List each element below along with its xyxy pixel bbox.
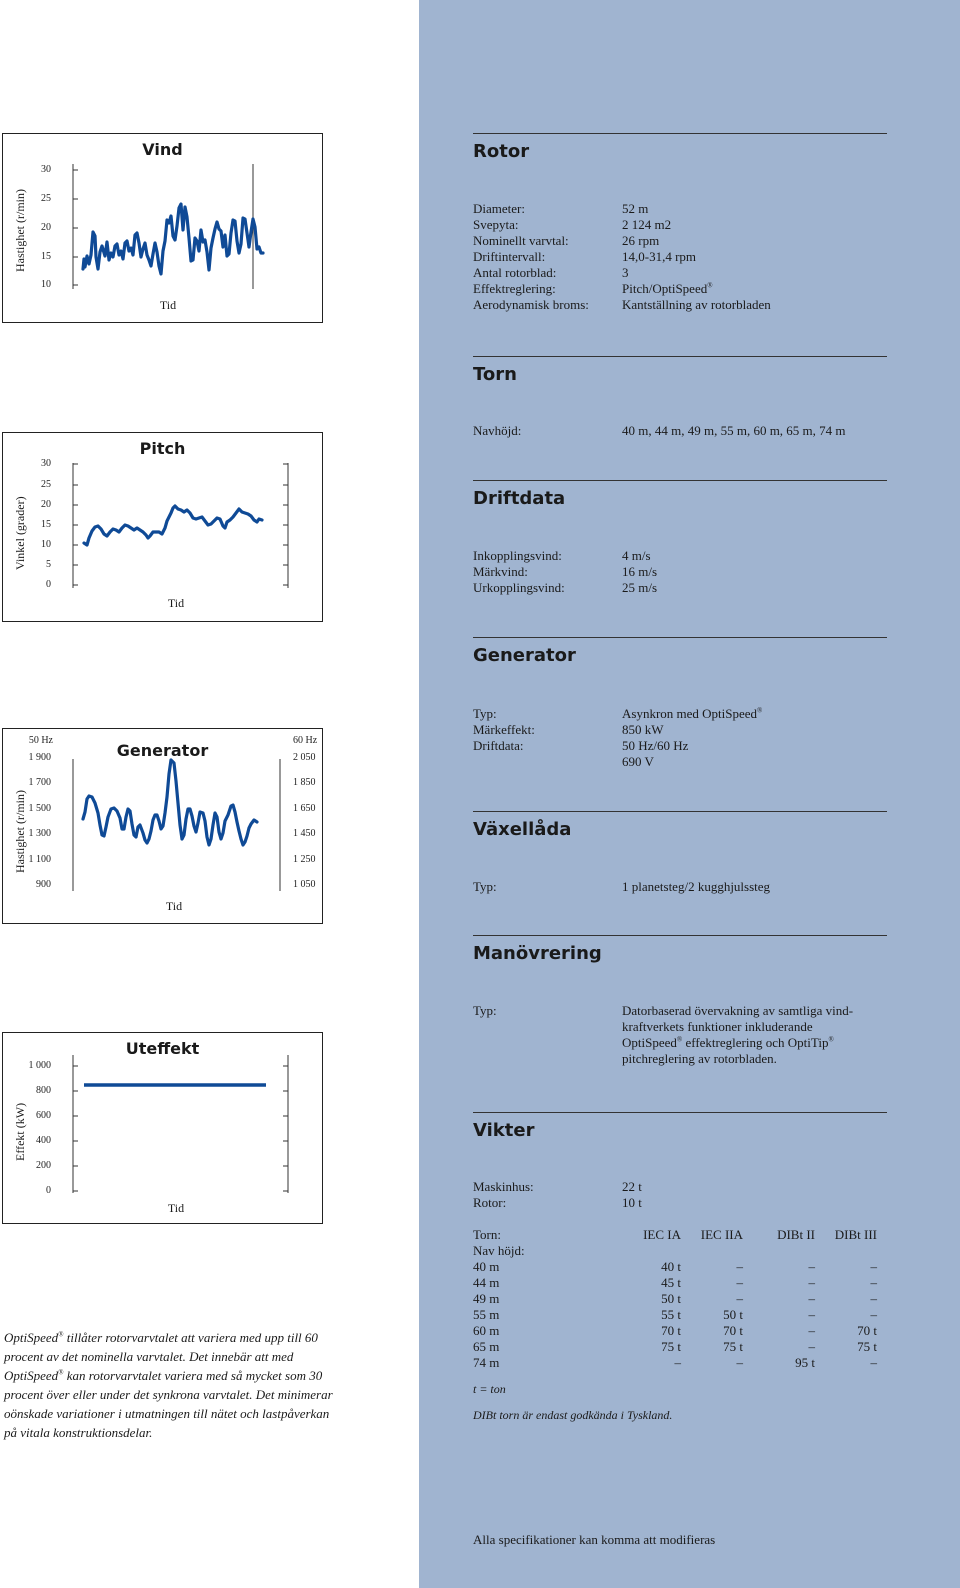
table-cell: 44 m [473, 1275, 500, 1290]
table-cell: – [736, 1291, 743, 1306]
y-axis-label: Hastighet (r/min) [13, 790, 27, 873]
table-cell: 55 m [473, 1307, 500, 1322]
table-cell: – [870, 1355, 877, 1370]
spec-key: Märkeffekt: [473, 722, 535, 737]
table-header-cell: IEC IA [643, 1227, 681, 1242]
registered-mark: ® [58, 1330, 64, 1339]
spec-value: 1 planetsteg/2 kugghjulssteg [622, 879, 771, 894]
spec-value: 40 m, 44 m, 49 m, 55 m, 60 m, 65 m, 74 m [622, 423, 846, 438]
table-header-cell: Nav höjd: [473, 1243, 525, 1258]
spec-value: 14,0-31,4 rpm [622, 249, 697, 264]
left-tick-label: 1 300 [28, 828, 51, 839]
right-tick-label: 1 250 [293, 854, 316, 865]
registered-mark: ® [707, 281, 713, 290]
y-tick-label: 10 [41, 539, 51, 550]
spec-key: Effektreglering: [473, 281, 556, 296]
chart-title: Pitch [139, 439, 186, 458]
y-axis-label: Effekt (kW) [13, 1102, 27, 1161]
tower-weight-header [473, 1227, 893, 1243]
spec-key: Rotor: [473, 1195, 507, 1210]
y-tick-label: 30 [41, 458, 51, 469]
table-cell: – [808, 1307, 815, 1322]
section-title-rotor: Rotor [473, 141, 530, 162]
table-cell: 50 t [723, 1307, 743, 1322]
table-cell: 50 t [661, 1291, 681, 1306]
y-tick-label: 800 [36, 1085, 51, 1096]
spec-key: Märkvind: [473, 564, 528, 579]
section-title-driftdata: Driftdata [473, 488, 566, 509]
spec-key: Diameter: [473, 201, 525, 216]
table-row [473, 1259, 893, 1275]
left-unit-label: 50 Hz [28, 735, 53, 746]
registered-mark: ® [58, 1368, 64, 1377]
section-divider [473, 356, 887, 357]
y-tick-label: 20 [41, 499, 51, 510]
table-cell: – [736, 1355, 743, 1370]
power-output-chart [2, 1032, 323, 1224]
spec-value-text: Pitch/OptiSpeed [622, 281, 708, 296]
table-cell: – [736, 1259, 743, 1274]
x-axis-label: Tid [167, 1201, 185, 1215]
spec-key: Typ: [473, 879, 497, 894]
y-tick-label: 20 [41, 222, 51, 233]
table-header-cell: DIBt III [834, 1227, 877, 1242]
table-header-cell: IEC IIA [700, 1227, 743, 1242]
table-cell: 70 t [857, 1323, 877, 1338]
table-header-cell: DIBt II [777, 1227, 815, 1242]
spec-value [622, 706, 892, 722]
chart-title: Generator [116, 741, 209, 760]
y-tick-label: 25 [41, 193, 51, 204]
section-divider [473, 935, 887, 936]
x-axis-label: Tid [167, 596, 185, 610]
x-axis-label: Tid [159, 298, 177, 312]
y-tick-label: 600 [36, 1110, 51, 1121]
table-cell: – [870, 1259, 877, 1274]
spec-key: Navhöjd: [473, 423, 522, 438]
generator-series-line [83, 760, 257, 845]
y-tick-label: 10 [41, 279, 51, 290]
right-tick-label: 1 450 [293, 828, 316, 839]
table-cell: 45 t [661, 1275, 681, 1290]
table-cell: – [808, 1275, 815, 1290]
table-cell: – [808, 1291, 815, 1306]
optispeed-description [4, 1328, 334, 1442]
spec-value: 3 [622, 265, 629, 280]
spec-value: Kantställning av rotorbladen [622, 297, 771, 312]
y-tick-label: 25 [41, 479, 51, 490]
table-cell: – [808, 1259, 815, 1274]
pitch-chart [2, 432, 323, 622]
y-axis-label: Hastighet (r/min) [13, 189, 27, 272]
table-row [473, 1355, 893, 1371]
right-tick-label: 1 850 [293, 777, 316, 788]
intro-text: OptiSpeed [4, 1330, 59, 1345]
y-tick-label: 1 000 [28, 1060, 51, 1071]
spec-key: Driftintervall: [473, 249, 546, 264]
spec-value: 52 m [622, 201, 649, 216]
table-cell: 70 t [661, 1323, 681, 1338]
table-cell: 40 t [661, 1259, 681, 1274]
section-title-torn: Torn [473, 364, 517, 385]
right-tick-label: 1 050 [293, 879, 316, 890]
spec-value-line: OptiSpeed [622, 1035, 677, 1050]
table-header-cell: Torn: [473, 1227, 501, 1242]
left-tick-label: 1 900 [28, 752, 51, 763]
spec-key: Nominellt varvtal: [473, 233, 569, 248]
intro-text: tillåter rotorvarvtalet att variera med upp till 60 procent av det nominella varvtalet. Det innebär att med OptiSpeed [4, 1330, 318, 1383]
wind-series-line [83, 204, 263, 274]
spec-key: Antal rotorblad: [473, 265, 557, 280]
table-cell: – [870, 1275, 877, 1290]
spec-value-line: Datorbaserad övervakning av samtliga vind- [622, 1003, 854, 1018]
y-tick-label: 0 [46, 1185, 51, 1196]
spec-key: Typ: [473, 706, 497, 721]
spec-key: Inkopplingsvind: [473, 548, 562, 563]
table-cell: – [736, 1275, 743, 1290]
registered-mark: ® [828, 1035, 834, 1044]
spec-key: Driftdata: [473, 738, 524, 753]
dibt-note: DIBt torn är endast godkända i Tyskland. [473, 1408, 673, 1422]
left-tick-label: 900 [36, 879, 51, 890]
right-tick-label: 1 650 [293, 803, 316, 814]
unit-note: t = ton [473, 1382, 506, 1396]
table-cell: 65 m [473, 1339, 500, 1354]
spec-key: Svepyta: [473, 217, 519, 232]
right-tick-label: 2 050 [293, 752, 316, 763]
spec-value: 26 rpm [622, 233, 660, 248]
pitch-series-line [84, 506, 262, 545]
y-tick-label: 0 [46, 579, 51, 590]
spec-value: 16 m/s [622, 564, 658, 579]
table-row [473, 1323, 893, 1339]
spec-value: 4 m/s [622, 548, 651, 563]
left-tick-label: 1 500 [28, 803, 51, 814]
spec-value-line: effektreglering och OptiTip [682, 1035, 829, 1050]
table-cell: 60 m [473, 1323, 500, 1338]
section-title-manovrering: Manövrering [473, 943, 602, 964]
spec-value [622, 281, 892, 297]
wind-chart [2, 133, 323, 323]
table-cell: 95 t [795, 1355, 815, 1370]
spec-value: 690 V [622, 754, 654, 769]
spec-value-text: Asynkron med OptiSpeed [622, 706, 758, 721]
table-row [473, 1307, 893, 1323]
section-divider [473, 1112, 887, 1113]
y-tick-label: 15 [41, 519, 51, 530]
spec-value: 10 t [622, 1195, 642, 1210]
left-tick-label: 1 100 [28, 854, 51, 865]
footer-disclaimer: Alla specifikationer kan komma att modifieras [473, 1532, 716, 1547]
section-divider [473, 480, 887, 481]
y-tick-label: 400 [36, 1135, 51, 1146]
table-cell: 75 t [723, 1339, 743, 1354]
spec-key: Maskinhus: [473, 1179, 534, 1194]
y-tick-label: 200 [36, 1160, 51, 1171]
spec-key: Typ: [473, 1003, 497, 1018]
left-tick-label: 1 700 [28, 777, 51, 788]
spec-value: 2 124 m2 [622, 217, 672, 232]
x-axis-label: Tid [165, 899, 183, 913]
spec-key: Urkopplingsvind: [473, 580, 565, 595]
spec-value-line: kraftverkets funktioner inkluderande [622, 1019, 813, 1034]
table-cell: – [870, 1307, 877, 1322]
table-cell: 74 m [473, 1355, 500, 1370]
table-cell: 75 t [857, 1339, 877, 1354]
spec-value: 850 kW [622, 722, 664, 737]
table-row [473, 1275, 893, 1291]
y-tick-label: 5 [46, 559, 51, 570]
section-divider [473, 133, 887, 134]
table-row [473, 1291, 893, 1307]
table-cell: – [870, 1291, 877, 1306]
chart-title: Uteffekt [125, 1039, 200, 1058]
right-unit-label: 60 Hz [293, 735, 318, 746]
tower-weight-subheader [473, 1243, 893, 1259]
registered-mark: ® [676, 1035, 683, 1044]
y-tick-label: 30 [41, 164, 51, 175]
table-cell: 70 t [723, 1323, 743, 1338]
y-tick-label: 15 [41, 251, 51, 262]
spec-key: Aerodynamisk broms: [473, 297, 589, 312]
table-cell: 49 m [473, 1291, 500, 1306]
section-divider [473, 811, 887, 812]
chart-title: Vind [142, 140, 183, 159]
section-title-vaxellada: Växellåda [473, 819, 572, 840]
section-title-generator: Generator [473, 645, 576, 666]
generator-chart [2, 728, 323, 924]
y-axis-label: Vinkel (grader) [13, 496, 27, 570]
table-cell: 75 t [661, 1339, 681, 1354]
spec-value-line: pitchreglering av rotorbladen. [622, 1051, 777, 1066]
intro-text: kan rotorvarvtalet variera med så mycket som 30 procent över eller under det synkrona varvtalet. Det minimerar oönskade variationer i utmatningen till nätet och lastpåverkan på vitala konstruktionsdelar. [4, 1368, 333, 1440]
spec-row [473, 1003, 893, 1067]
table-cell: 40 m [473, 1259, 500, 1274]
section-title-vikter: Vikter [473, 1120, 535, 1141]
section-divider [473, 637, 887, 638]
table-cell: – [808, 1323, 815, 1338]
table-cell: 55 t [661, 1307, 681, 1322]
table-row [473, 1339, 893, 1355]
spec-value: 50 Hz/60 Hz [622, 738, 689, 753]
spec-value [622, 1003, 892, 1067]
table-cell: – [808, 1339, 815, 1354]
spec-value: 22 t [622, 1179, 642, 1194]
spec-value: 25 m/s [622, 580, 658, 595]
registered-mark: ® [757, 706, 763, 715]
table-cell: – [674, 1355, 681, 1370]
